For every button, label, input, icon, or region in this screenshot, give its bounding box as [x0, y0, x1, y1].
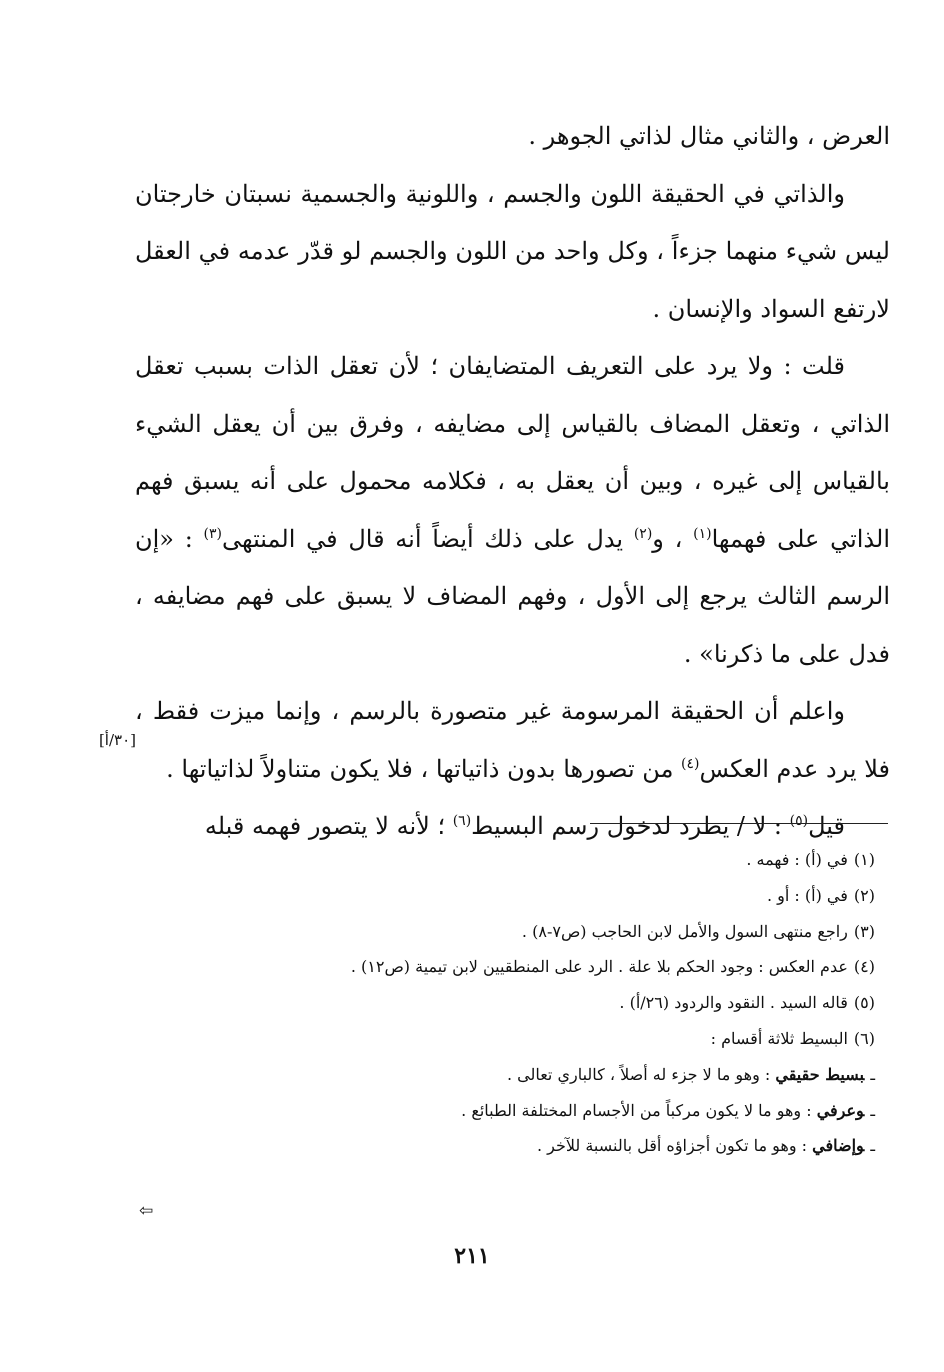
footnote-term: وعرفي [816, 1100, 865, 1120]
footnote-item [140, 1021, 875, 1057]
footnote-reference: (٦) [452, 813, 472, 829]
footnote-number: ـ [870, 1100, 875, 1120]
footnote-text: : وهو ما لا يكون مركباً من الأجسام المختلفة الطبائع . [461, 1100, 817, 1120]
footnote-item [140, 1128, 875, 1164]
footnote-number: (١) [853, 850, 875, 869]
footnote-item [140, 949, 875, 985]
text-segment: واعلم أن الحقيقة المرسومة غير متصورة بالرسم ، وإنما ميزت فقط ، فلا يرد عدم العكس [135, 697, 890, 783]
continue-arrow-icon: ⇦ [139, 1201, 154, 1221]
text-segment: ، و [652, 524, 694, 553]
footnote-number: (٢) [853, 885, 875, 905]
footnote-item [140, 842, 875, 878]
footnote-item [140, 878, 875, 914]
footnote-item [140, 1057, 875, 1093]
text-segment: من تصورها بدون ذاتياتها ، فلا يكون متناولاً لذاتياتها . [166, 754, 682, 783]
footnote-text: في (أ) : أو . [767, 885, 848, 905]
footnote-text: راجع منتهى السول والأمل لابن الحاجب (ص٧-٨) . [521, 921, 848, 941]
text-segment: قلت : ولا يرد على التعريف المتضايفان ؛ لأن تعقل الذات بسبب تعقل الذاتي ، وتعقل المضاف بالقياس إلى مضايفه ، وفرق بين أن يعقل الشيء بالقياس إلى غيره ، وبين أن يعقل به ، فكلامه محمول على أنه يسبق فهم الذاتي على فهمها [135, 352, 891, 553]
text-segment: يدل على ذلك أيضاً أنه قال في المنتهى [222, 524, 634, 553]
body-paragraph [135, 338, 890, 683]
body-paragraph [135, 166, 890, 339]
footnote-item [140, 914, 875, 950]
main-text [135, 108, 890, 856]
text-segment: : «إن الرسم الثالث يرجع إلى الأول ، وفهم المضاف لا يسبق على فهم مضايفه ، فدل على ما ذكرنا» . [135, 524, 890, 668]
footnote-number: (٦) [853, 1028, 875, 1048]
footnote-number: ـ [870, 1136, 875, 1156]
footnotes [140, 842, 875, 1164]
footnote-term: بسيط حقيقي [775, 1064, 865, 1084]
footnote-reference: (٢) [633, 525, 653, 542]
footnote-number: (٤) [853, 957, 875, 977]
footnote-reference: (٣) [203, 525, 222, 542]
footnote-text: البسيط ثلاثة أقسام : [710, 1028, 848, 1048]
footnote-reference: (٥) [789, 813, 809, 829]
footnote-reference: (٤) [681, 755, 700, 772]
footnote-number: (٥) [853, 993, 875, 1013]
footnote-item [140, 1093, 875, 1129]
text-segment: ؛ لأنه لا يتصور فهمه قبله [204, 812, 453, 840]
footnote-term: وإضافي [812, 1136, 865, 1156]
text-segment: قيل [808, 812, 845, 840]
footnote-text: قاله السيد . النقود والردود (٢٦/أ) . [619, 993, 848, 1013]
body-paragraph [135, 108, 890, 166]
footnote-divider [590, 823, 888, 824]
footnote-text: عدم العكس : وجود الحكم بلا علة . الرد على المنطقيين لابن تيمية (ص١٢) . [350, 957, 848, 977]
margin-reference: [٣٠/أ] [98, 731, 136, 749]
footnote-text: في (أ) : فهمه . [746, 850, 848, 869]
page-number: ٢١١ [454, 1243, 490, 1269]
footnote-text: : وهو ما لا جزء له أصلاً ، كالباري تعالى . [506, 1064, 776, 1084]
footnote-reference: (١) [693, 525, 712, 542]
text-segment: والذاتي في الحقيقة اللون والجسم ، واللونية والجسمية نسبتان خارجتان ليس شيء منهما جزءاً ، وكل واحد من اللون والجسم لو قدّر عدمه في العقل لارتفع السواد والإنسان . [135, 179, 890, 323]
footnote-item [140, 985, 875, 1021]
footnote-text: : وهو ما تكون أجزاؤه أقل بالنسبة للآخر . [536, 1136, 813, 1156]
footnote-number: (٣) [853, 921, 875, 941]
footnote-number: ـ [870, 1064, 875, 1084]
body-paragraph [135, 683, 890, 798]
text-segment: العرض ، والثاني مثال لذاتي الجوهر . [528, 122, 890, 150]
text-segment: : لا / يطرد لدخول رسم البسيط [471, 812, 790, 840]
